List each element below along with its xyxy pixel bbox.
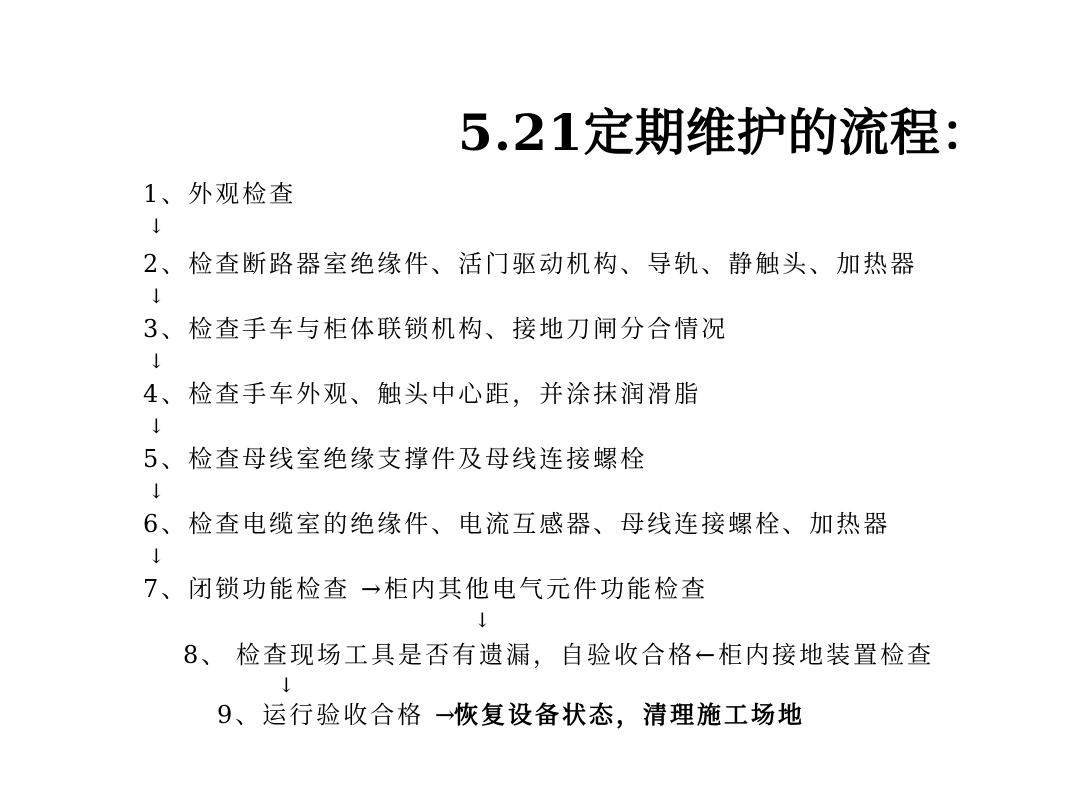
page-title: 5.21定期维护的流程： xyxy=(458,103,992,162)
step-8: 检查现场工具是否有遗漏，自验收合格←柜内接地装置检查 xyxy=(236,641,935,669)
arrow-down-icon: ↓ xyxy=(148,544,165,568)
step-6: 6、检查电缆室的绝缘件、电流互感器、母线连接螺栓、加热器 xyxy=(143,510,891,538)
step-8-number: 8、 xyxy=(183,641,229,669)
arrow-down-icon: ↓ xyxy=(148,479,165,503)
arrow-down-icon: ↓ xyxy=(148,349,165,373)
step-9-result: 恢复设备状态，清理施工场地 xyxy=(454,700,805,729)
arrow-down-icon: ↓ xyxy=(148,214,165,238)
arrow-down-icon: ↓ xyxy=(278,673,295,697)
arrow-down-icon: ↓ xyxy=(148,414,165,438)
step-3: 3、检查手车与柜体联锁机构、接地刀闸分合情况 xyxy=(143,315,729,343)
step-2: 2、检查断路器室绝缘件、活门驱动机构、导轨、静触头、加热器 xyxy=(143,250,918,278)
step-1: 1、外观检查 xyxy=(143,180,297,208)
step-4: 4、检查手车外观、触头中心距，并涂抹润滑脂 xyxy=(143,380,702,408)
arrow-down-icon: ↓ xyxy=(148,284,165,308)
step-5: 5、检查母线室绝缘支撑件及母线连接螺栓 xyxy=(143,445,648,473)
arrow-down-icon: ↓ xyxy=(474,608,491,632)
step-9: 9、运行验收合格 → xyxy=(217,701,459,729)
step-7: 7、闭锁功能检查 →柜内其他电气元件功能检查 xyxy=(143,575,709,603)
